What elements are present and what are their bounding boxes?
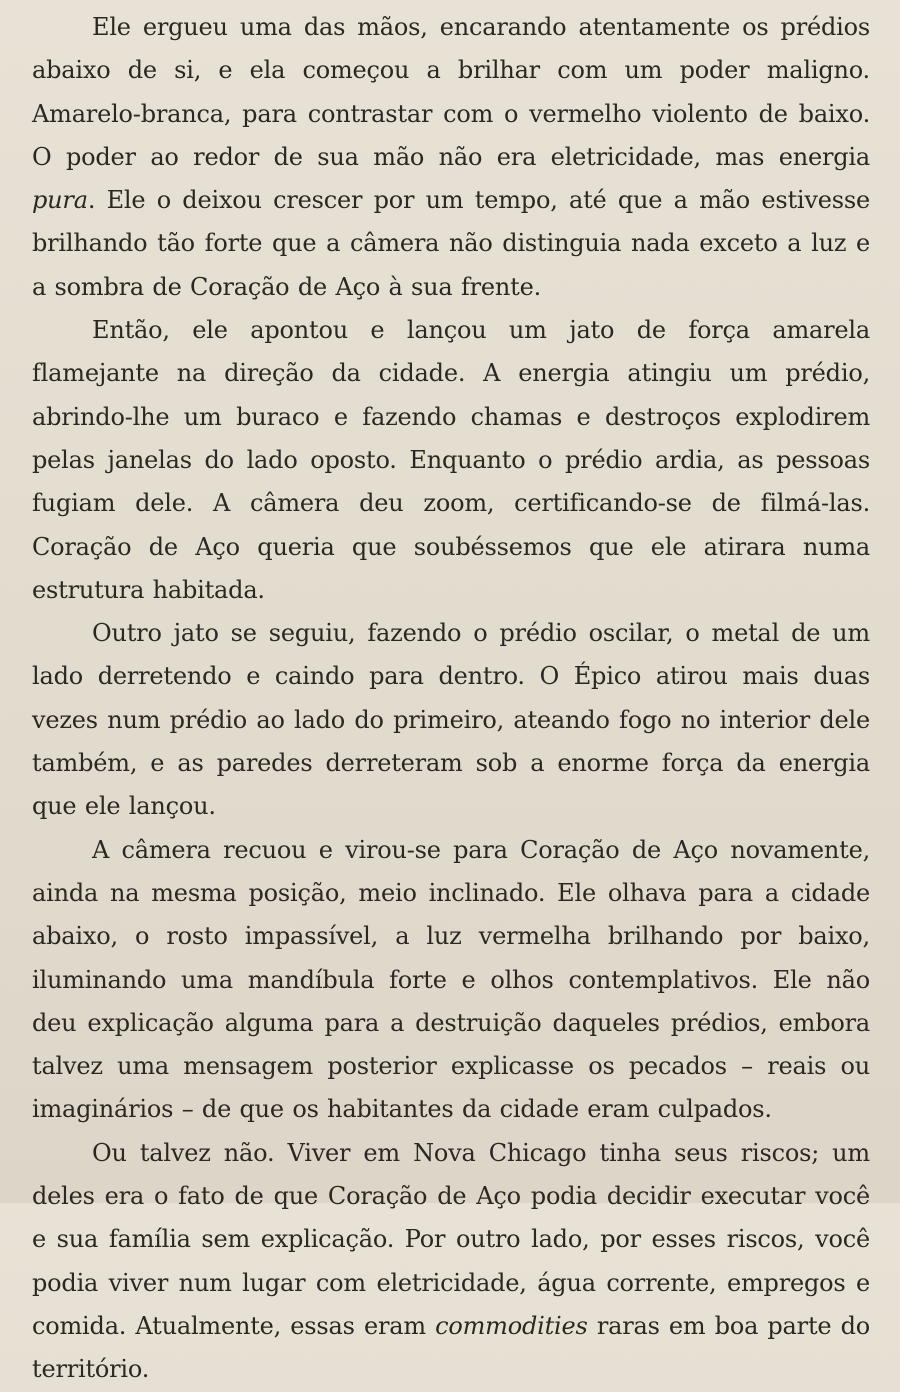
paragraph-1-text-a: Ele ergueu uma das mãos, encarando atentamente os prédios abaixo de si, e ela começou a brilhar com um poder maligno. Amarelo-branca, para contrastar com o vermelho violento de baixo. O poder ao redor de sua mão não era eletricidade, mas energia [32, 13, 870, 171]
paragraph-2 [32, 309, 870, 612]
paragraph-5-italic-commodities: commodities [435, 1311, 588, 1340]
book-page-text [32, 6, 870, 1392]
paragraph-1-italic-pura: pura [32, 186, 88, 215]
paragraph-3 [32, 612, 870, 828]
paragraph-5 [32, 1132, 870, 1392]
paragraph-4 [32, 829, 870, 1132]
paragraph-1 [32, 6, 870, 309]
paragraph-4-text: A câmera recuou e virou-se para Coração de Aço novamente, ainda na mesma posição, meio inclinado. Ele olhava para a cidade abaixo, o rosto impassível, a luz vermelha brilhando por baixo, iluminando uma mandíbula forte e olhos contemplativos. Ele não deu explicação alguma para a destruição daqueles prédios, embora talvez uma mensagem posterior explicasse os pecados – reais ou imaginários – de que os habitantes da cidade eram culpados. [32, 835, 870, 1124]
paragraph-5-text-a: Ou talvez não. Viver em Nova Chicago tinha seus riscos; um deles era o fato de que Coração de Aço podia decidir executar você e sua família sem explicação. Por outro lado, por esses riscos, você podia viver num lugar com eletricidade, água corrente, empregos e comida. Atualmente, essas eram [32, 1138, 870, 1340]
paragraph-5-text-b: raras em boa parte do território. [32, 1311, 870, 1384]
paragraph-2-text: Então, ele apontou e lançou um jato de força amarela flamejante na direção da cidade. A energia atingiu um prédio, abrindo-lhe um buraco e fazendo chamas e destroços explodirem pelas janelas do lado oposto. Enquanto o prédio ardia, as pessoas fugiam dele. A câmera deu zoom, certificando-se de filmá-las. Coração de Aço queria que soubéssemos que ele atirara numa estrutura habitada. [32, 316, 870, 604]
paragraph-1-text-b: . Ele o deixou crescer por um tempo, até que a mão estivesse brilhando tão forte que a câmera não distinguia nada exceto a luz e a sombra de Coração de Aço à sua frente. [32, 186, 870, 301]
paragraph-3-text: Outro jato se seguiu, fazendo o prédio oscilar, o metal de um lado derretendo e caindo para dentro. O Épico atirou mais duas vezes num prédio ao lado do primeiro, ateando fogo no interior dele também, e as paredes derreteram sob a enorme força da energia que ele lançou. [32, 619, 870, 821]
